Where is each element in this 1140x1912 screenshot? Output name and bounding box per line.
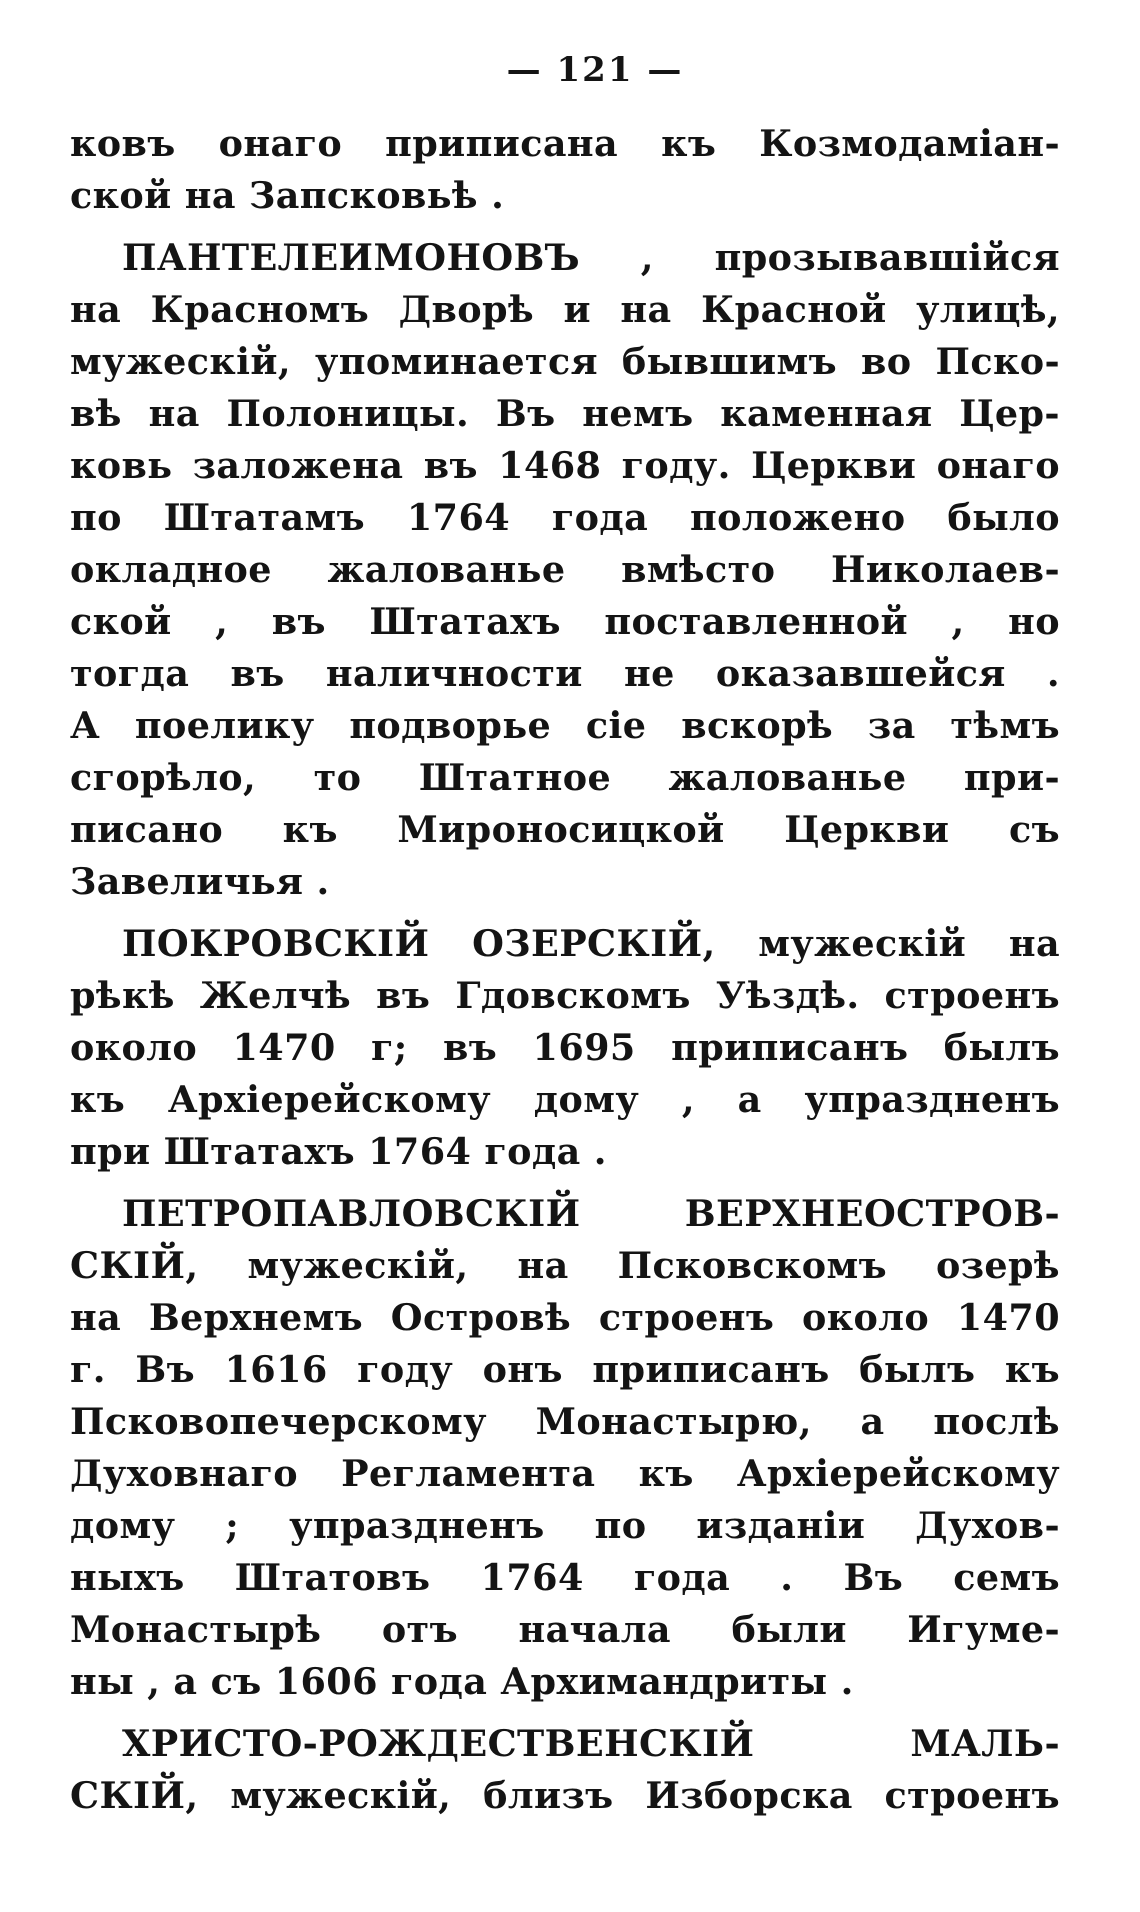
- text-line: г. Въ 1616 году онъ приписанъ былъ къ: [70, 1348, 1060, 1391]
- text-line: ны , а съ 1606 года Архимандриты .: [70, 1660, 854, 1703]
- text-line: по Штатамъ 1764 года положено было: [70, 496, 1060, 539]
- text-line: ХРИСТО-РОЖДЕСТВЕНСКІЙ МАЛЬ-: [122, 1722, 1060, 1765]
- text-line: при Штатахъ 1764 года .: [70, 1130, 607, 1173]
- page-text: [70, 118, 1060, 1822]
- text-line: Духовнаго Регламента къ Архіерейскому: [70, 1452, 1060, 1495]
- text-line: на Верхнемъ Островѣ строенъ около 1470: [70, 1296, 1060, 1339]
- paragraph-khristo-rozhdestvensky: [70, 1718, 1060, 1822]
- book-page: [70, 50, 1060, 1832]
- text-line: Монастырѣ отъ начала были Игуме-: [70, 1608, 1060, 1651]
- paragraph-continuation: [70, 118, 1060, 222]
- text-line: ПОКРОВСКІЙ ОЗЕРСКІЙ, мужескій на: [122, 922, 1060, 965]
- text-line: писано къ Мироносицкой Церкви съ: [70, 808, 1060, 851]
- text-line: Псковопечерскому Монастырю, а послѣ: [70, 1400, 1060, 1443]
- text-line: ПАНТЕЛЕИМОНОВЪ , прозывавшійся: [122, 236, 1060, 279]
- text-line: около 1470 г; въ 1695 приписанъ былъ: [70, 1026, 1060, 1069]
- text-line: мужескій, упоминается бывшимъ во Пско-: [70, 340, 1060, 383]
- text-line: Завеличья .: [70, 860, 330, 903]
- text-line: вѣ на Полоницы. Въ немъ каменная Цер-: [70, 392, 1060, 435]
- paragraph-petropavlovsky: [70, 1188, 1060, 1708]
- paragraph-panteleimonov: [70, 232, 1060, 908]
- page-number: — 121 —: [506, 50, 684, 90]
- text-line: ской , въ Штатахъ поставленной , но: [70, 600, 1060, 643]
- text-line: тогда въ наличности не оказавшейся .: [70, 652, 1060, 695]
- text-line: СКІЙ, мужескій, на Псковскомъ озерѣ: [70, 1244, 1060, 1287]
- text-line: окладное жалованье вмѣсто Николаев-: [70, 548, 1060, 591]
- text-line: рѣкѣ Желчѣ въ Гдовскомъ Уѣздѣ. строенъ: [70, 974, 1060, 1017]
- paragraph-pokrovsky: [70, 918, 1060, 1178]
- text-line: ковъ онаго приписана къ Козмодаміан-: [70, 122, 1060, 165]
- text-line: ныхъ Штатовъ 1764 года . Въ семъ: [70, 1556, 1060, 1599]
- text-line: ской на Запсковьѣ .: [70, 174, 505, 217]
- text-line: дому ; упраздненъ по изданіи Духов-: [70, 1504, 1060, 1547]
- text-line: на Красномъ Дворѣ и на Красной улицѣ,: [70, 288, 1060, 331]
- text-line: ковь заложена въ 1468 году. Церкви онаго: [70, 444, 1060, 487]
- text-line: сгорѣло, то Штатное жалованье при-: [70, 756, 1060, 799]
- text-line: СКІЙ, мужескій, близъ Изборска строенъ: [70, 1774, 1060, 1817]
- text-line: ПЕТРОПАВЛОВСКІЙ ВЕРХНЕОСТРОВ-: [122, 1192, 1060, 1235]
- text-line: А поелику подворье сіе вскорѣ за тѣмъ: [70, 704, 1060, 747]
- text-line: къ Архіерейскому дому , а упраздненъ: [70, 1078, 1060, 1121]
